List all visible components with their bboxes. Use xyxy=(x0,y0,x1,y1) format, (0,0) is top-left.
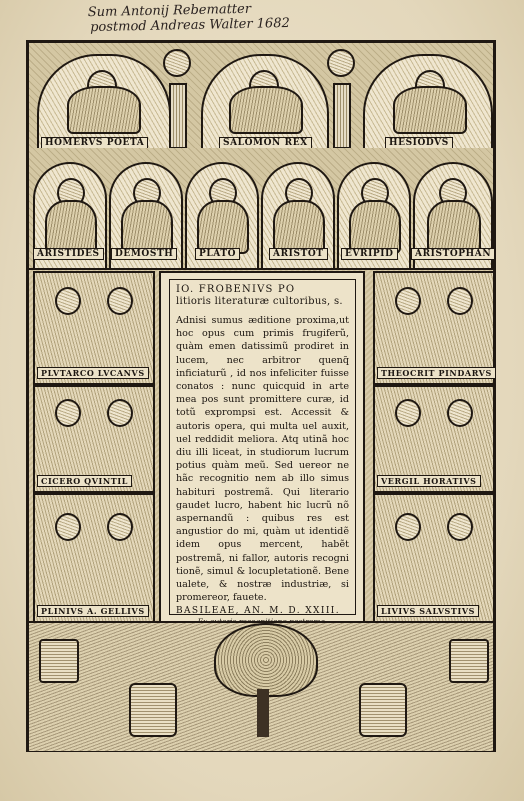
label-plato: PLATO xyxy=(195,248,240,260)
fountain-left-top xyxy=(39,639,79,683)
arch-homer xyxy=(37,54,171,148)
portrait-figure xyxy=(197,200,249,254)
preface-text-block xyxy=(159,271,365,623)
panel-plutarch-lucan xyxy=(33,271,155,385)
label-cicero-quintilian: CICERO QVINTIL xyxy=(37,475,132,487)
panel-pliny-gellius xyxy=(33,493,155,623)
fountain-right-top xyxy=(449,639,489,683)
panel-livy-sallust xyxy=(373,493,495,623)
label-theocritus-pindar: THEOCRIT PINDARVS xyxy=(377,367,496,379)
label-livy-sallust: LIVIVS SALVSTIVS xyxy=(377,605,479,617)
preface-body: Adnisi sumus æditione proxima,ut hoc opus cum primis frugiferũ, quàm emen datissimũ prodiret in lucem, nec arbitror quenq̃ inficiaturũ , id nos infeliciter fuisse conatos : nunc quicquid in arte mea pos sunt promittere curæ, id totũ exprompsi est. Accessit & autoris opera, qui multa uel auxit, uel reddidit meliora. Atq utinã hoc diu illi liceat, in studiorum lucrum potius quàm meũ. Sed uereor ne hãc recognitio nem ab illo simus habituri postremã. Qui literario gaudet lucro, habent hic lucrũ nõ aspernandũ : quibus res est angustior do mi, quàm ut identidẽ idem opus mercent, habẽt postremã, ni fallor, autoris recogni tionẽ, simul & locupletationẽ. Bene ualete, & nostræ industriæ, si promereor, fauete. xyxy=(176,315,349,604)
imprint-line: BASILEAE, AN. M. D. XXIII. xyxy=(176,606,340,617)
fountain-right-bottom xyxy=(359,683,407,737)
handwritten-inscription xyxy=(88,0,389,39)
portrait-head xyxy=(395,399,421,427)
label-hesiod: HESIODVS xyxy=(385,137,453,149)
hesiod-figure xyxy=(393,86,467,134)
panel-cicero-quintilian xyxy=(33,385,155,493)
label-pliny-gellius: PLINIVS A. GELLIVS xyxy=(37,605,149,617)
label-euripides: EVRIPID xyxy=(341,248,398,260)
label-plutarch-lucan: PLVTARCO LVCANVS xyxy=(37,367,149,379)
portrait-head xyxy=(395,287,421,315)
label-homer: HOMERVS POETA xyxy=(41,137,148,149)
label-demosthenes: DEMOSTH xyxy=(111,248,177,260)
putto-head xyxy=(163,49,191,77)
putto-head xyxy=(327,49,355,77)
portrait-head xyxy=(447,399,473,427)
inscription-line-2: postmod Andreas Walter 1682 xyxy=(89,15,290,36)
preface-text-frame xyxy=(169,279,356,615)
portrait-head xyxy=(107,399,133,427)
label-solomon: SALOMON REX xyxy=(219,137,312,149)
portrait-head xyxy=(447,287,473,315)
portrait-figure xyxy=(349,200,401,254)
label-aristophanes: ARISTOPHAN xyxy=(411,248,495,260)
woodcut-border xyxy=(26,40,496,752)
solomon-figure xyxy=(229,86,303,134)
panel-theocritus-pindar xyxy=(373,271,495,385)
preface-heading-caps: IO. FROBENIVS PO xyxy=(176,284,296,295)
arch-solomon xyxy=(201,54,329,148)
pillar xyxy=(169,83,187,149)
portrait-head xyxy=(447,513,473,541)
label-aristotle: ARISTOT xyxy=(269,248,328,260)
preface-heading xyxy=(176,284,349,308)
pillar xyxy=(333,83,351,149)
arch-hesiod xyxy=(363,54,493,148)
label-vergil-horace: VERGIL HORATIVS xyxy=(377,475,481,487)
garden-scene xyxy=(29,621,493,751)
portrait-figure xyxy=(121,200,173,254)
middle-arcade xyxy=(29,148,493,270)
portrait-head xyxy=(107,287,133,315)
panel-vergil-horace xyxy=(373,385,495,493)
tree-illustration xyxy=(214,623,318,697)
portrait-head xyxy=(107,513,133,541)
inscription-line-1: Sum Antonij Rebematter xyxy=(87,1,252,21)
portrait-figure xyxy=(427,200,481,254)
portrait-head xyxy=(55,287,81,315)
tree-trunk xyxy=(257,689,269,737)
portrait-head xyxy=(395,513,421,541)
preface-heading-rest: litioris literaturæ cultoribus, s. xyxy=(176,296,343,307)
homer-figure xyxy=(67,86,141,134)
portrait-figure xyxy=(273,200,325,254)
portrait-head xyxy=(55,399,81,427)
fountain-left-bottom xyxy=(129,683,177,737)
portrait-head xyxy=(55,513,81,541)
label-aristides: ARISTIDES xyxy=(33,248,104,260)
portrait-figure xyxy=(45,200,97,254)
top-arcade xyxy=(29,43,493,150)
